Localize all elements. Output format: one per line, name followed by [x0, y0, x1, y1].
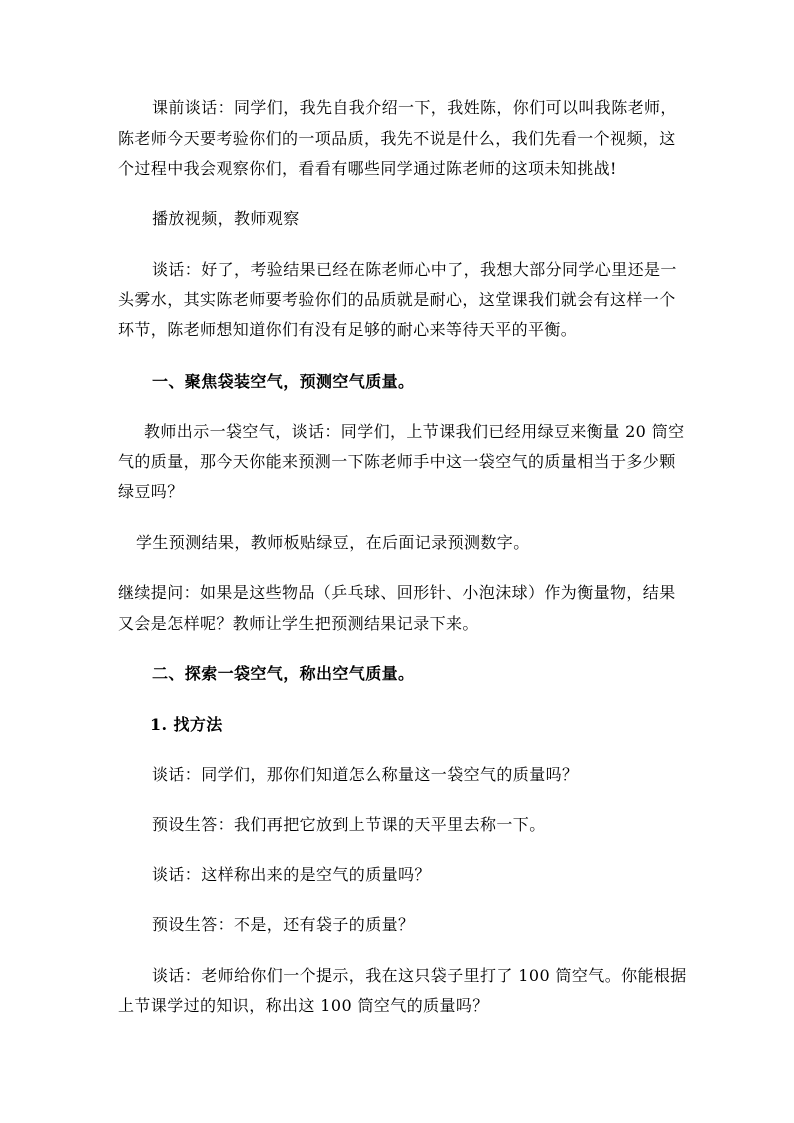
- paragraph-student-predict: 学生预测结果，教师板贴绿豆，在后面记录预测数字。: [136, 533, 530, 552]
- paragraph-hint-line-1: 谈话：老师给你们一个提示，我在这只袋子里打了 100 筒空气。你能根据: [152, 966, 687, 985]
- paragraph-show-bag-line-1: 教师出示一袋空气，谈话：同学们，上节课我们已经用绿豆来衡量 20 筒空: [144, 422, 685, 441]
- paragraph-talk-line-1: 谈话：好了，考验结果已经在陈老师心中了，我想大部分同学心里还是一: [152, 260, 677, 279]
- paragraph-talk-line-2: 头雾水，其实陈老师要考验你们的品质就是耐心，这堂课我们就会有这样一个: [118, 290, 676, 309]
- paragraph-hint-line-2: 上节课学过的知识，称出这 100 筒空气的质量吗？: [118, 996, 489, 1015]
- section-heading-2: 二、探索一袋空气，称出空气质量。: [152, 664, 415, 683]
- paragraph-show-bag-line-2: 气的质量，那今天你能来预测一下陈老师手中这一袋空气的质量相当于多少颗: [118, 452, 676, 471]
- paragraph-follow-up-line-2: 又会是怎样呢？教师让学生把预测结果记录下来。: [118, 614, 479, 633]
- paragraph-follow-up-line-1: 继续提问：如果是这些物品（乒乓球、回形针、小泡沫球）作为衡量物，结果: [118, 583, 676, 602]
- paragraph-answer-2: 预设生答：不是，还有袋子的质量？: [152, 915, 415, 934]
- paragraph-intro-line-1: 课前谈话：同学们，我先自我介绍一下，我姓陈，你们可以叫我陈老师，: [152, 98, 677, 117]
- paragraph-intro-line-3: 个过程中我会观察你们，看看有哪些同学通过陈老师的这项未知挑战!: [118, 159, 617, 178]
- section-heading-1: 一、聚焦袋装空气，预测空气质量。: [152, 372, 415, 391]
- paragraph-intro-line-2: 陈老师今天要考验你们的一项品质，我先不说是什么，我们先看一个视频，这: [118, 129, 676, 148]
- paragraph-video: 播放视频，教师观察: [152, 209, 300, 228]
- paragraph-talk-line-3: 环节，陈老师想知道你们有没有足够的耐心来等待天平的平衡。: [118, 320, 578, 339]
- paragraph-show-bag-line-3: 绿豆吗？: [118, 482, 184, 501]
- subsection-heading-1: 1. 找方法: [150, 715, 223, 734]
- paragraph-ask-2: 谈话：这样称出来的是空气的质量吗？: [152, 865, 431, 884]
- paragraph-ask-method: 谈话：同学们，那你们知道怎么称量这一袋空气的质量吗？: [152, 765, 579, 784]
- paragraph-answer-1: 预设生答：我们再把它放到上节课的天平里去称一下。: [152, 815, 546, 834]
